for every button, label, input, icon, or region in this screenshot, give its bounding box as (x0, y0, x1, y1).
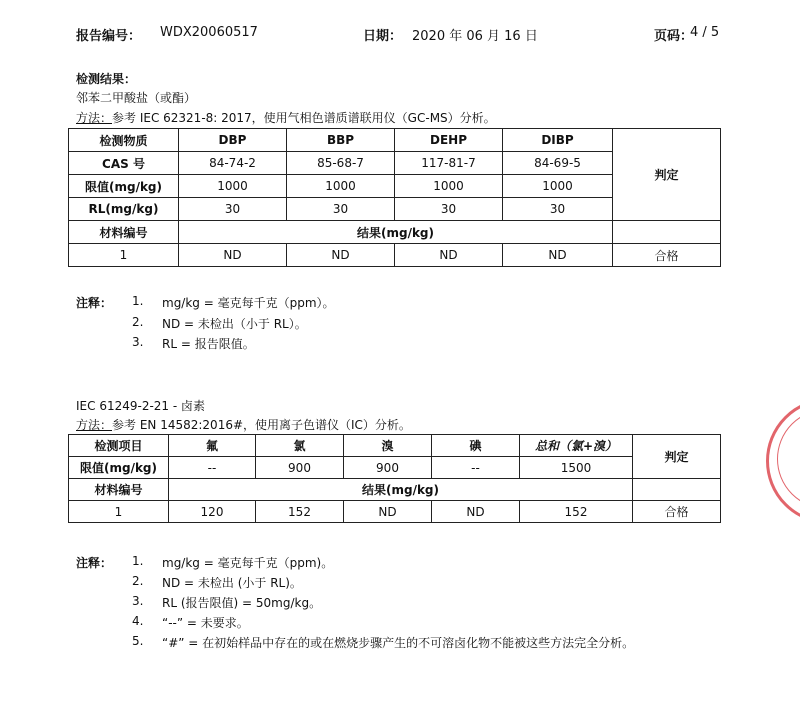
table-cell: 1000 (503, 175, 613, 198)
note-number: 1. (132, 554, 144, 568)
table-header-cell: 溴 (344, 435, 432, 457)
sample-number: 1 (69, 244, 179, 267)
date-label: 日期： (363, 29, 403, 44)
table-label-cell: 限值(mg/kg) (69, 175, 179, 198)
method-label: 方法： (76, 111, 113, 125)
table-cell: 152 (256, 501, 344, 523)
note-item (132, 574, 732, 590)
note-item (132, 614, 732, 630)
table-row (69, 501, 721, 523)
table-cell: 84-74-2 (179, 152, 287, 175)
table-cell: 1000 (287, 175, 395, 198)
note-text: ND = 未检出 (小于 RL)。 (162, 576, 302, 590)
table-row (69, 457, 721, 479)
verdict-value: 合格 (633, 501, 721, 523)
results-heading: 检测结果： (76, 72, 137, 86)
table-cell: 30 (503, 198, 613, 221)
table-header-cell: DEHP (395, 129, 503, 152)
note-number: 4. (132, 614, 144, 628)
table-cell: ND (432, 501, 520, 523)
table-cell: 152 (520, 501, 633, 523)
note-text: mg/kg = 毫克每千克（ppm）。 (162, 296, 335, 310)
phthalate-results-table (68, 128, 721, 267)
report-number: WDX20060517 (160, 25, 258, 40)
sample-number: 1 (69, 501, 169, 523)
note-item (132, 594, 732, 610)
table-cell: 900 (344, 457, 432, 479)
table-cell: 1500 (520, 457, 633, 479)
note-number: 5. (132, 634, 144, 648)
note-item (132, 335, 532, 351)
halogen-results-table (68, 434, 721, 523)
table-label-cell: RL(mg/kg) (69, 198, 179, 221)
report-date: 2020 年 06 月 16 日 (412, 29, 538, 44)
table-header-cell: 检测物质 (69, 129, 179, 152)
table-cell: -- (432, 457, 520, 479)
verdict-header: 判定 (613, 129, 721, 221)
note-text: ND = 未检出（小于 RL）。 (162, 317, 307, 331)
verdict-value: 合格 (613, 244, 721, 267)
table-header-cell: 氯 (256, 435, 344, 457)
note-text: mg/kg = 毫克每千克（ppm)。 (162, 556, 334, 570)
table-header-cell: DBP (179, 129, 287, 152)
table-header-cell: 总和（氯+溴） (520, 435, 633, 457)
notes-label: 注释： (76, 296, 113, 310)
table-cell (613, 221, 721, 244)
table-cell: 84-69-5 (503, 152, 613, 175)
table-label-cell: 限值(mg/kg) (69, 457, 169, 479)
table-label-cell: 材料编号 (69, 479, 169, 501)
table-cell: ND (503, 244, 613, 267)
table-header-cell: 碘 (432, 435, 520, 457)
method-text: 参考 EN 14582:2016#，使用离子色谱仪（IC）分析。 (112, 418, 411, 432)
company-seal (766, 398, 800, 524)
note-item (132, 315, 532, 331)
table-row (69, 435, 721, 457)
table-cell: ND (287, 244, 395, 267)
table-label-cell: 材料编号 (69, 221, 179, 244)
table-header-cell: 检测项目 (69, 435, 169, 457)
table-cell: 900 (256, 457, 344, 479)
method-line (76, 416, 411, 433)
note-number: 3. (132, 335, 144, 349)
table-row (69, 244, 721, 267)
table-row (69, 479, 721, 501)
note-number: 2. (132, 574, 144, 588)
table-row (69, 129, 721, 152)
table-cell: 30 (287, 198, 395, 221)
verdict-header: 判定 (633, 435, 721, 479)
seal-inner-ring (777, 409, 800, 509)
result-header: 结果(mg/kg) (179, 221, 613, 244)
page-number: 4 / 5 (690, 25, 720, 40)
table-cell: ND (344, 501, 432, 523)
method-label: 方法： (76, 418, 113, 432)
table-cell: 30 (395, 198, 503, 221)
table-header-cell: DIBP (503, 129, 613, 152)
page-label: 页码： (654, 29, 694, 44)
note-text: “#” = 在初始样品中存在的或在燃烧步骤产生的不可溶卤化物不能被这些方法完全分析。 (162, 636, 635, 650)
substance-name: 邻苯二甲酸盐（或酯） (76, 91, 197, 105)
table-cell (633, 479, 721, 501)
table-cell: -- (169, 457, 256, 479)
result-header: 结果(mg/kg) (169, 479, 633, 501)
note-text: RL (报告限值) = 50mg/kg。 (162, 596, 322, 610)
table-cell: 30 (179, 198, 287, 221)
note-number: 1. (132, 294, 144, 308)
note-item (132, 294, 532, 310)
table-cell: 85-68-7 (287, 152, 395, 175)
note-text: “--” = 未要求。 (162, 616, 249, 630)
report-number-label: 报告编号： (76, 29, 142, 44)
table-cell: 1000 (395, 175, 503, 198)
table-header-cell: BBP (287, 129, 395, 152)
notes-label: 注释： (76, 556, 113, 570)
table-row (69, 221, 721, 244)
table-cell: ND (179, 244, 287, 267)
note-item (132, 634, 772, 650)
note-number: 2. (132, 315, 144, 329)
note-text: RL = 报告限值。 (162, 337, 255, 351)
table-cell: 117-81-7 (395, 152, 503, 175)
table-cell: 120 (169, 501, 256, 523)
halogen-heading: IEC 61249-2-21 - 卤素 (76, 399, 206, 413)
table-cell: ND (395, 244, 503, 267)
table-label-cell: CAS 号 (69, 152, 179, 175)
table-cell: 1000 (179, 175, 287, 198)
table-header-cell: 氟 (169, 435, 256, 457)
note-number: 3. (132, 594, 144, 608)
note-item (132, 554, 732, 570)
method-line (76, 109, 496, 126)
method-text: 参考 IEC 62321-8: 2017，使用气相色谱质谱联用仪（GC-MS）分析。 (112, 111, 496, 125)
